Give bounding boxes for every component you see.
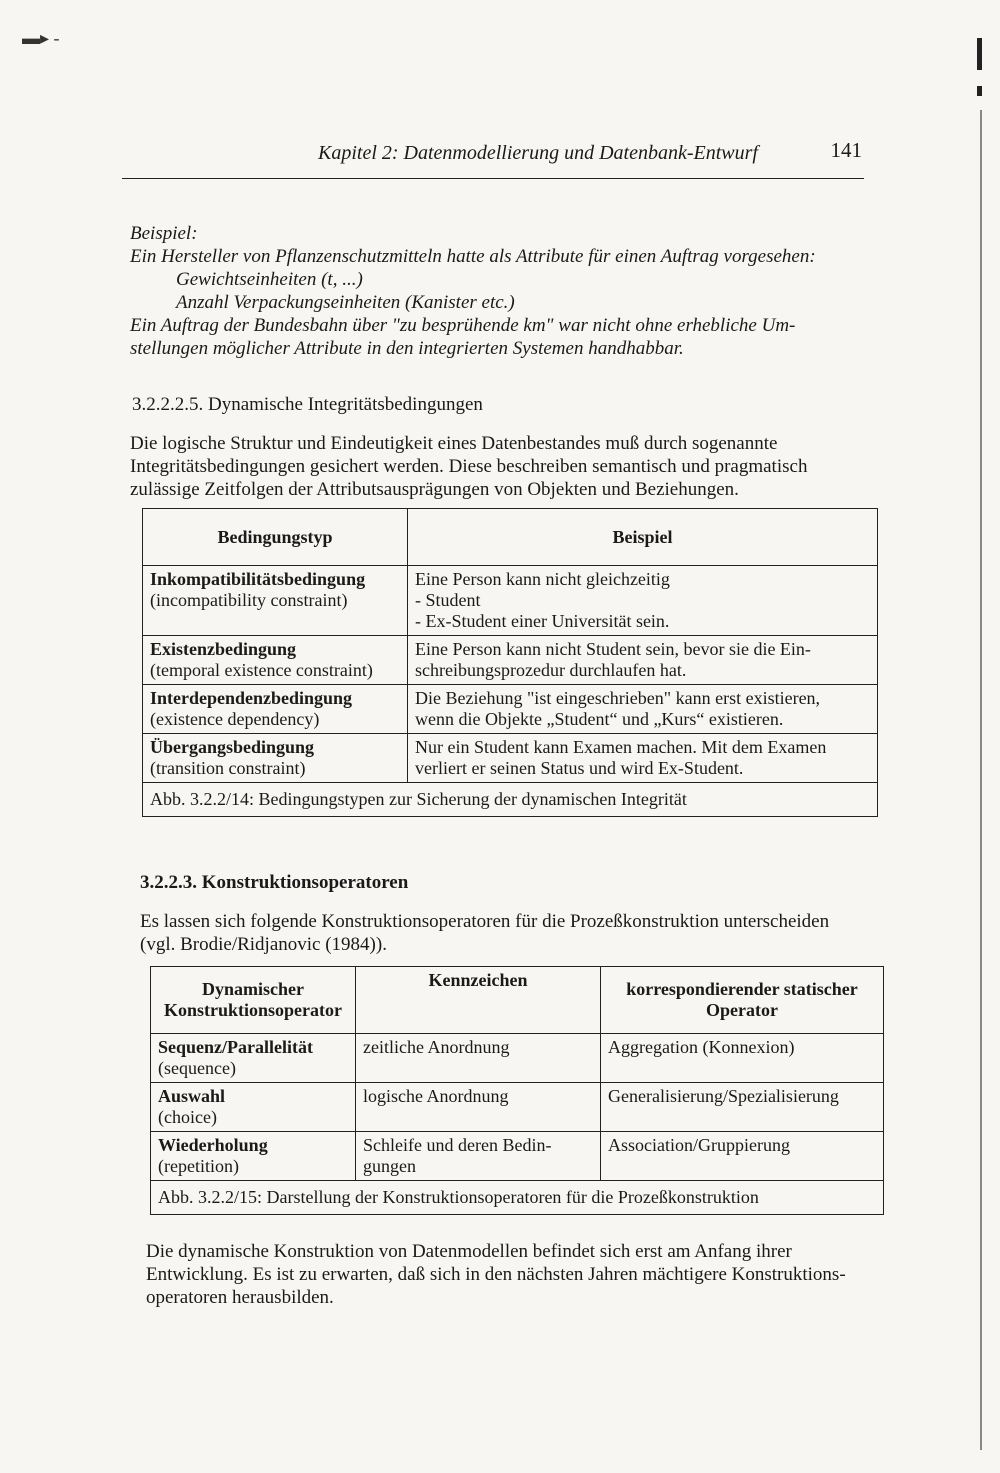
static-operator: Generalisierung/Spezialisierung: [601, 1083, 884, 1132]
construction-operators-table: [150, 966, 884, 1215]
table-caption: Abb. 3.2.2/14: Bedingungstypen zur Sicherung der dynamischen Integrität: [143, 783, 878, 817]
scan-mark: ▬▸ -: [22, 28, 60, 48]
scan-edge-mark: [977, 86, 982, 96]
table-row: [151, 1034, 884, 1083]
operator-name: Auswahl: [158, 1086, 226, 1106]
table-row: [143, 685, 878, 734]
page-header: [122, 138, 864, 179]
example-text: - Student: [415, 590, 481, 610]
paragraph-line: zulässige Zeitfolgen der Attributsausprägungen von Objekten und Beziehungen.: [130, 479, 739, 500]
column-header: Bedingungstyp: [143, 509, 408, 566]
example-block: [130, 222, 870, 360]
constraint-type-en: (incompatibility constraint): [150, 590, 348, 610]
operator-name: Wiederholung: [158, 1135, 268, 1155]
constraint-type: Interdependenzbedingung: [150, 688, 353, 708]
table-row: [151, 1132, 884, 1181]
running-title: Kapitel 2: Datenmodellierung und Datenbank-Entwurf: [318, 142, 758, 164]
paragraph-line: Die logische Struktur und Eindeutigkeit eines Datenbestandes muß durch sogenannte: [130, 433, 778, 454]
table-row: [143, 734, 878, 783]
example-text: schreibungsprozedur durchlaufen hat.: [415, 660, 687, 680]
example-text: Nur ein Student kann Examen machen. Mit dem Examen: [415, 737, 827, 757]
static-operator: Association/Gruppierung: [601, 1132, 884, 1181]
table-caption: Abb. 3.2.2/15: Darstellung der Konstruktionsoperatoren für die Prozeßkonstruktion: [151, 1181, 884, 1215]
example-text: Die Beziehung "ist eingeschrieben" kann erst existieren,: [415, 688, 821, 708]
operator-name-en: (repetition): [158, 1156, 239, 1176]
paragraph-line: Es lassen sich folgende Konstruktionsoperatoren für die Prozeßkonstruktion unterscheiden: [140, 911, 830, 932]
operator-sign: logische Anordnung: [356, 1083, 601, 1132]
operator-sign: zeitliche Anordnung: [356, 1034, 601, 1083]
paragraph-line: Integritätsbedingungen gesichert werden. Diese beschreiben semantisch und pragmatisch: [130, 456, 808, 477]
example-item: Anzahl Verpackungseinheiten (Kanister etc.): [176, 292, 515, 313]
operator-name-en: (choice): [158, 1107, 217, 1127]
constraint-type-en: (existence dependency): [150, 709, 320, 729]
scan-edge-mark: [977, 38, 982, 70]
column-header: Dynamischer Konstruktionsoperator: [151, 967, 356, 1034]
static-operator: Aggregation (Konnexion): [601, 1034, 884, 1083]
constraint-type-en: (transition constraint): [150, 758, 306, 778]
scan-edge-line: [980, 110, 982, 1450]
paragraph-line: (vgl. Brodie/Ridjanovic (1984)).: [140, 934, 387, 955]
example-text: verliert er seinen Status und wird Ex-Student.: [415, 758, 744, 778]
operator-sign: Schleife und deren Bedin- gungen: [356, 1132, 601, 1181]
example-text: Eine Person kann nicht Student sein, bevor sie die Ein-: [415, 639, 811, 659]
example-label: Beispiel:: [130, 223, 198, 244]
column-header: korrespondierender statischer Operator: [601, 967, 884, 1034]
column-header: Kennzeichen: [356, 967, 601, 1034]
example-text: wenn die Objekte „Student“ und „Kurs“ existieren.: [415, 709, 784, 729]
column-header: Beispiel: [408, 509, 878, 566]
constraint-type: Inkompatibilitätsbedingung: [150, 569, 366, 589]
table-row: [143, 636, 878, 685]
constraint-type: Existenzbedingung: [150, 639, 297, 659]
paragraph-line: operatoren herausbilden.: [146, 1287, 334, 1308]
constraint-type-en: (temporal existence constraint): [150, 660, 373, 680]
example-item: Gewichtseinheiten (t, ...): [176, 269, 363, 290]
operator-name: Sequenz/Parallelität: [158, 1037, 313, 1057]
paragraph-line: Entwicklung. Es ist zu erwarten, daß sich in den nächsten Jahren mächtigere Konstruktions-: [146, 1264, 846, 1285]
table-row: [151, 1083, 884, 1132]
constraint-types-table: [142, 508, 878, 817]
section-paragraph: [140, 910, 890, 956]
paragraph-line: Die dynamische Konstruktion von Datenmodellen befindet sich erst am Anfang ihrer: [146, 1241, 792, 1262]
table-row: [143, 566, 878, 636]
example-text: Eine Person kann nicht gleichzeitig: [415, 569, 670, 589]
operator-name-en: (sequence): [158, 1058, 236, 1078]
example-line: Ein Hersteller von Pflanzenschutzmitteln hatte als Attribute für einen Auftrag vorgesehen:: [130, 246, 816, 267]
page-number: 141: [830, 138, 862, 162]
constraint-type: Übergangsbedingung: [150, 737, 315, 757]
section-title: 3.2.2.2.5. Dynamische Integritätsbedingungen: [132, 394, 483, 415]
example-line: stellungen möglicher Attribute in den integrierten Systemen handhabbar.: [130, 338, 684, 359]
section-title: 3.2.2.3. Konstruktionsoperatoren: [140, 872, 409, 893]
section-paragraph: [130, 432, 880, 501]
example-text: - Ex-Student einer Universität sein.: [415, 611, 670, 631]
example-line: Ein Auftrag der Bundesbahn über "zu besprühende km" war nicht ohne erhebliche Um-: [130, 315, 796, 336]
closing-paragraph: [146, 1240, 896, 1309]
